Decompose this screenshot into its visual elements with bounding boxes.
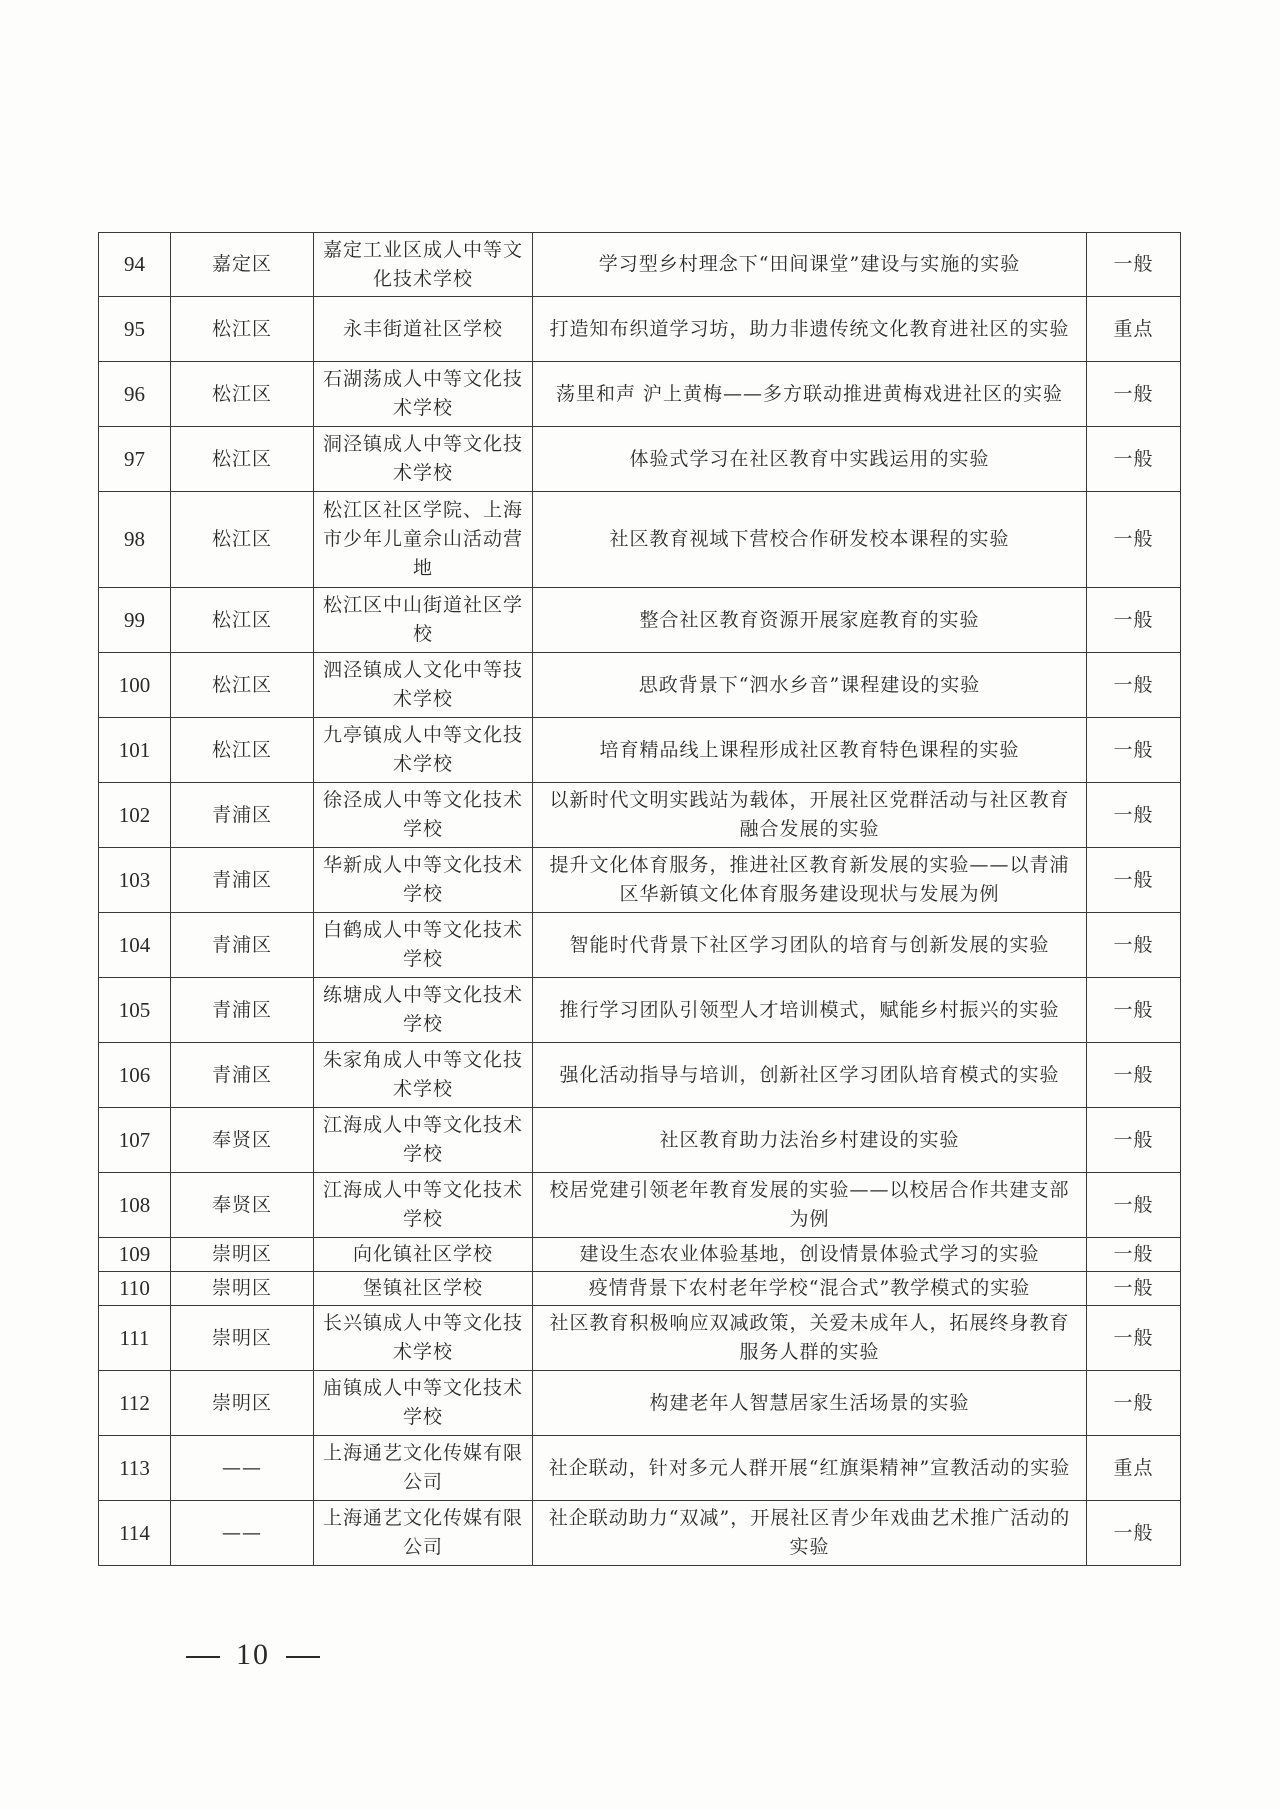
cell-district: 松江区: [171, 297, 314, 362]
table-row: [99, 588, 1181, 653]
cell-unit: 石湖荡成人中等文化技术学校: [314, 362, 533, 427]
cell-unit: 白鹤成人中等文化技术学校: [314, 913, 533, 978]
cell-title: 荡里和声 沪上黄梅——多方联动推进黄梅戏进社区的实验: [533, 362, 1087, 427]
cell-level: 一般: [1087, 1108, 1181, 1173]
cell-level: 重点: [1087, 297, 1181, 362]
cell-number: 113: [99, 1436, 171, 1501]
cell-number: 100: [99, 653, 171, 718]
cell-unit: 长兴镇成人中等文化技术学校: [314, 1306, 533, 1371]
cell-district: 青浦区: [171, 783, 314, 848]
table-row: [99, 1272, 1181, 1306]
table-row: [99, 233, 1181, 297]
cell-level: 一般: [1087, 362, 1181, 427]
cell-district: ——: [171, 1436, 314, 1501]
cell-unit: 堡镇社区学校: [314, 1272, 533, 1306]
table-row: [99, 297, 1181, 362]
cell-level: 一般: [1087, 1371, 1181, 1436]
table-row: [99, 653, 1181, 718]
table-row: [99, 783, 1181, 848]
cell-level: 一般: [1087, 978, 1181, 1043]
cell-level: 一般: [1087, 233, 1181, 297]
page-number: [170, 1638, 336, 1672]
cell-district: 松江区: [171, 492, 314, 588]
cell-number: 103: [99, 848, 171, 913]
cell-number: 104: [99, 913, 171, 978]
cell-title: 以新时代文明实践站为载体，开展社区党群活动与社区教育融合发展的实验: [533, 783, 1087, 848]
table-row: [99, 848, 1181, 913]
table-row: [99, 913, 1181, 978]
cell-title: 整合社区教育资源开展家庭教育的实验: [533, 588, 1087, 653]
cell-district: 松江区: [171, 718, 314, 783]
cell-title: 社区教育积极响应双减政策，关爱未成年人，拓展终身教育服务人群的实验: [533, 1306, 1087, 1371]
table-row: [99, 1173, 1181, 1238]
cell-unit: 华新成人中等文化技术学校: [314, 848, 533, 913]
cell-unit: 江海成人中等文化技术学校: [314, 1173, 533, 1238]
cell-unit: 洞泾镇成人中等文化技术学校: [314, 427, 533, 492]
cell-title: 打造知布织道学习坊，助力非遗传统文化教育进社区的实验: [533, 297, 1087, 362]
cell-level: 一般: [1087, 653, 1181, 718]
cell-district: ——: [171, 1501, 314, 1566]
cell-number: 109: [99, 1238, 171, 1272]
cell-title: 社企联动，针对多元人群开展“红旗渠精神”宣教活动的实验: [533, 1436, 1087, 1501]
cell-title: 学习型乡村理念下“田间课堂”建设与实施的实验: [533, 233, 1087, 297]
cell-title: 推行学习团队引领型人才培训模式，赋能乡村振兴的实验: [533, 978, 1087, 1043]
cell-level: 一般: [1087, 427, 1181, 492]
cell-title: 校居党建引领老年教育发展的实验——以校居合作共建支部为例: [533, 1173, 1087, 1238]
cell-number: 111: [99, 1306, 171, 1371]
cell-level: 一般: [1087, 1043, 1181, 1108]
table-row: [99, 1108, 1181, 1173]
dash-right: [286, 1656, 320, 1658]
cell-title: 社区教育视域下营校合作研发校本课程的实验: [533, 492, 1087, 588]
cell-number: 96: [99, 362, 171, 427]
cell-district: 松江区: [171, 588, 314, 653]
cell-district: 松江区: [171, 362, 314, 427]
cell-district: 青浦区: [171, 913, 314, 978]
cell-district: 青浦区: [171, 848, 314, 913]
cell-number: 105: [99, 978, 171, 1043]
cell-number: 114: [99, 1501, 171, 1566]
cell-number: 101: [99, 718, 171, 783]
cell-number: 108: [99, 1173, 171, 1238]
cell-level: 一般: [1087, 848, 1181, 913]
cell-number: 95: [99, 297, 171, 362]
cell-title: 培育精品线上课程形成社区教育特色课程的实验: [533, 718, 1087, 783]
cell-unit: 江海成人中等文化技术学校: [314, 1108, 533, 1173]
table-row: [99, 1238, 1181, 1272]
cell-number: 98: [99, 492, 171, 588]
table-row: [99, 1043, 1181, 1108]
cell-number: 106: [99, 1043, 171, 1108]
cell-title: 强化活动指导与培训，创新社区学习团队培育模式的实验: [533, 1043, 1087, 1108]
cell-district: 崇明区: [171, 1306, 314, 1371]
project-table: [98, 232, 1181, 1566]
dash-left: [186, 1656, 220, 1658]
cell-title: 思政背景下“泗水乡音”课程建设的实验: [533, 653, 1087, 718]
cell-unit: 嘉定工业区成人中等文化技术学校: [314, 233, 533, 297]
table-body: [99, 233, 1181, 1566]
cell-district: 青浦区: [171, 1043, 314, 1108]
table-row: [99, 718, 1181, 783]
cell-district: 奉贤区: [171, 1108, 314, 1173]
cell-unit: 九亭镇成人中等文化技术学校: [314, 718, 533, 783]
cell-title: 智能时代背景下社区学习团队的培育与创新发展的实验: [533, 913, 1087, 978]
table-row: [99, 1371, 1181, 1436]
cell-title: 疫情背景下农村老年学校“混合式”教学模式的实验: [533, 1272, 1087, 1306]
cell-title: 社区教育助力法治乡村建设的实验: [533, 1108, 1087, 1173]
cell-level: 一般: [1087, 1272, 1181, 1306]
cell-unit: 上海通艺文化传媒有限公司: [314, 1501, 533, 1566]
cell-number: 107: [99, 1108, 171, 1173]
cell-unit: 向化镇社区学校: [314, 1238, 533, 1272]
cell-unit: 松江区社区学院、上海市少年儿童佘山活动营地: [314, 492, 533, 588]
cell-unit: 上海通艺文化传媒有限公司: [314, 1436, 533, 1501]
cell-unit: 庙镇成人中等文化技术学校: [314, 1371, 533, 1436]
cell-unit: 朱家角成人中等文化技术学校: [314, 1043, 533, 1108]
cell-level: 一般: [1087, 1306, 1181, 1371]
cell-unit: 泗泾镇成人文化中等技术学校: [314, 653, 533, 718]
cell-level: 一般: [1087, 783, 1181, 848]
cell-district: 崇明区: [171, 1371, 314, 1436]
table-row: [99, 427, 1181, 492]
cell-number: 110: [99, 1272, 171, 1306]
cell-number: 97: [99, 427, 171, 492]
cell-district: 青浦区: [171, 978, 314, 1043]
cell-level: 一般: [1087, 1238, 1181, 1272]
cell-level: 一般: [1087, 588, 1181, 653]
cell-district: 松江区: [171, 427, 314, 492]
cell-number: 112: [99, 1371, 171, 1436]
table-row: [99, 1306, 1181, 1371]
cell-level: 一般: [1087, 1501, 1181, 1566]
cell-level: 重点: [1087, 1436, 1181, 1501]
table-row: [99, 1501, 1181, 1566]
cell-level: 一般: [1087, 492, 1181, 588]
cell-unit: 永丰街道社区学校: [314, 297, 533, 362]
cell-level: 一般: [1087, 1173, 1181, 1238]
cell-title: 构建老年人智慧居家生活场景的实验: [533, 1371, 1087, 1436]
cell-unit: 松江区中山街道社区学校: [314, 588, 533, 653]
cell-level: 一般: [1087, 913, 1181, 978]
cell-district: 松江区: [171, 653, 314, 718]
cell-district: 奉贤区: [171, 1173, 314, 1238]
cell-unit: 徐泾成人中等文化技术学校: [314, 783, 533, 848]
cell-number: 94: [99, 233, 171, 297]
cell-district: 崇明区: [171, 1272, 314, 1306]
cell-title: 建设生态农业体验基地，创设情景体验式学习的实验: [533, 1238, 1087, 1272]
cell-level: 一般: [1087, 718, 1181, 783]
page-number-value: 10: [236, 1638, 270, 1671]
cell-unit: 练塘成人中等文化技术学校: [314, 978, 533, 1043]
cell-title: 提升文化体育服务，推进社区教育新发展的实验——以青浦区华新镇文化体育服务建设现状与发展为例: [533, 848, 1087, 913]
table-row: [99, 978, 1181, 1043]
cell-number: 102: [99, 783, 171, 848]
table-row: [99, 362, 1181, 427]
table-row: [99, 492, 1181, 588]
cell-title: 体验式学习在社区教育中实践运用的实验: [533, 427, 1087, 492]
cell-number: 99: [99, 588, 171, 653]
table-row: [99, 1436, 1181, 1501]
cell-district: 嘉定区: [171, 233, 314, 297]
cell-district: 崇明区: [171, 1238, 314, 1272]
cell-title: 社企联动助力“双减”，开展社区青少年戏曲艺术推广活动的实验: [533, 1501, 1087, 1566]
